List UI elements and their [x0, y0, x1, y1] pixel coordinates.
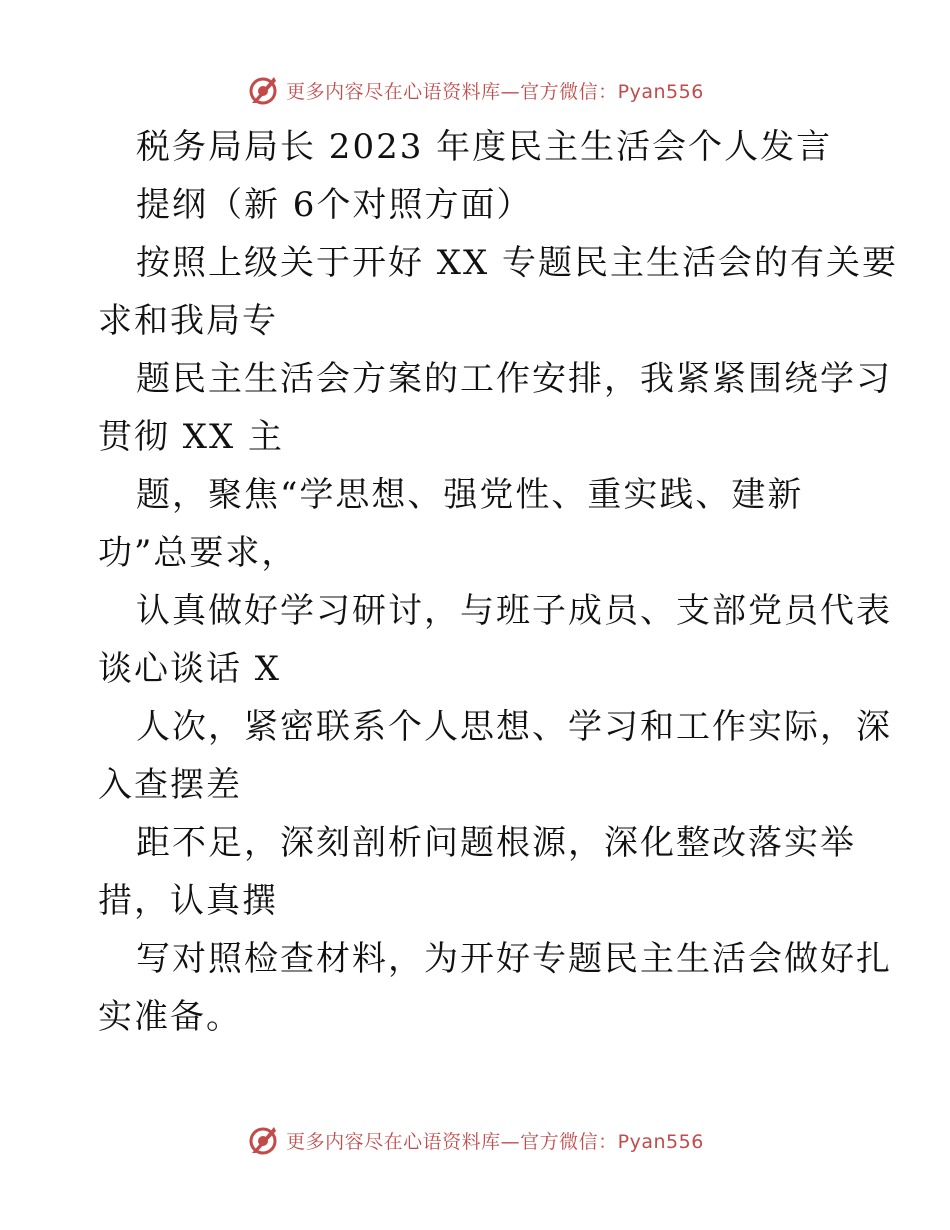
paragraph-line: 人次，紧密联系个人思想、学习和工作实际，深: [136, 707, 892, 747]
document-body: [98, 118, 899, 1046]
paragraph-line: 实准备。: [98, 997, 242, 1037]
paragraph-line: 求和我局专: [98, 301, 278, 341]
feather-pen-logo-icon: [246, 1123, 280, 1157]
paragraph-line: 题，聚焦“学思想、强党性、重实践、建新: [136, 475, 804, 515]
paragraph-line: 谈心谈话 X: [98, 649, 282, 689]
doc-title-line-1: 税务局局长 2023 年度民主生活会个人发言: [136, 127, 833, 167]
footer-banner-text: 更多内容尽在心语资料库—官方微信：Pyan556: [286, 1130, 704, 1153]
paragraph-line: 题民主生活会方案的工作安排，我紧紧围绕学习: [136, 359, 892, 399]
paragraph-line: 写对照检查材料，为开好专题民主生活会做好扎: [136, 939, 892, 979]
paragraph-line: 入查摆差: [98, 765, 242, 805]
paragraph-line: 功”总要求，: [98, 533, 298, 573]
header-banner-text: 更多内容尽在心语资料库—官方微信：Pyan556: [286, 80, 704, 103]
paragraph-line: 按照上级关于开好 XX 专题民主生活会的有关要: [136, 243, 899, 283]
paragraph-line: 措，认真撰: [98, 881, 278, 921]
paragraph-line: 距不足，深刻剖析问题根源，深化整改落实举: [136, 823, 856, 863]
feather-pen-logo-icon: [246, 73, 280, 107]
footer-banner: [0, 1120, 950, 1160]
header-banner: [0, 70, 950, 110]
paragraph-line: 认真做好学习研讨，与班子成员、支部党员代表: [136, 591, 892, 631]
doc-title-line-2: 提纲（新 6个对照方面）: [136, 185, 533, 225]
paragraph-line: 贯彻 XX 主: [98, 417, 285, 457]
